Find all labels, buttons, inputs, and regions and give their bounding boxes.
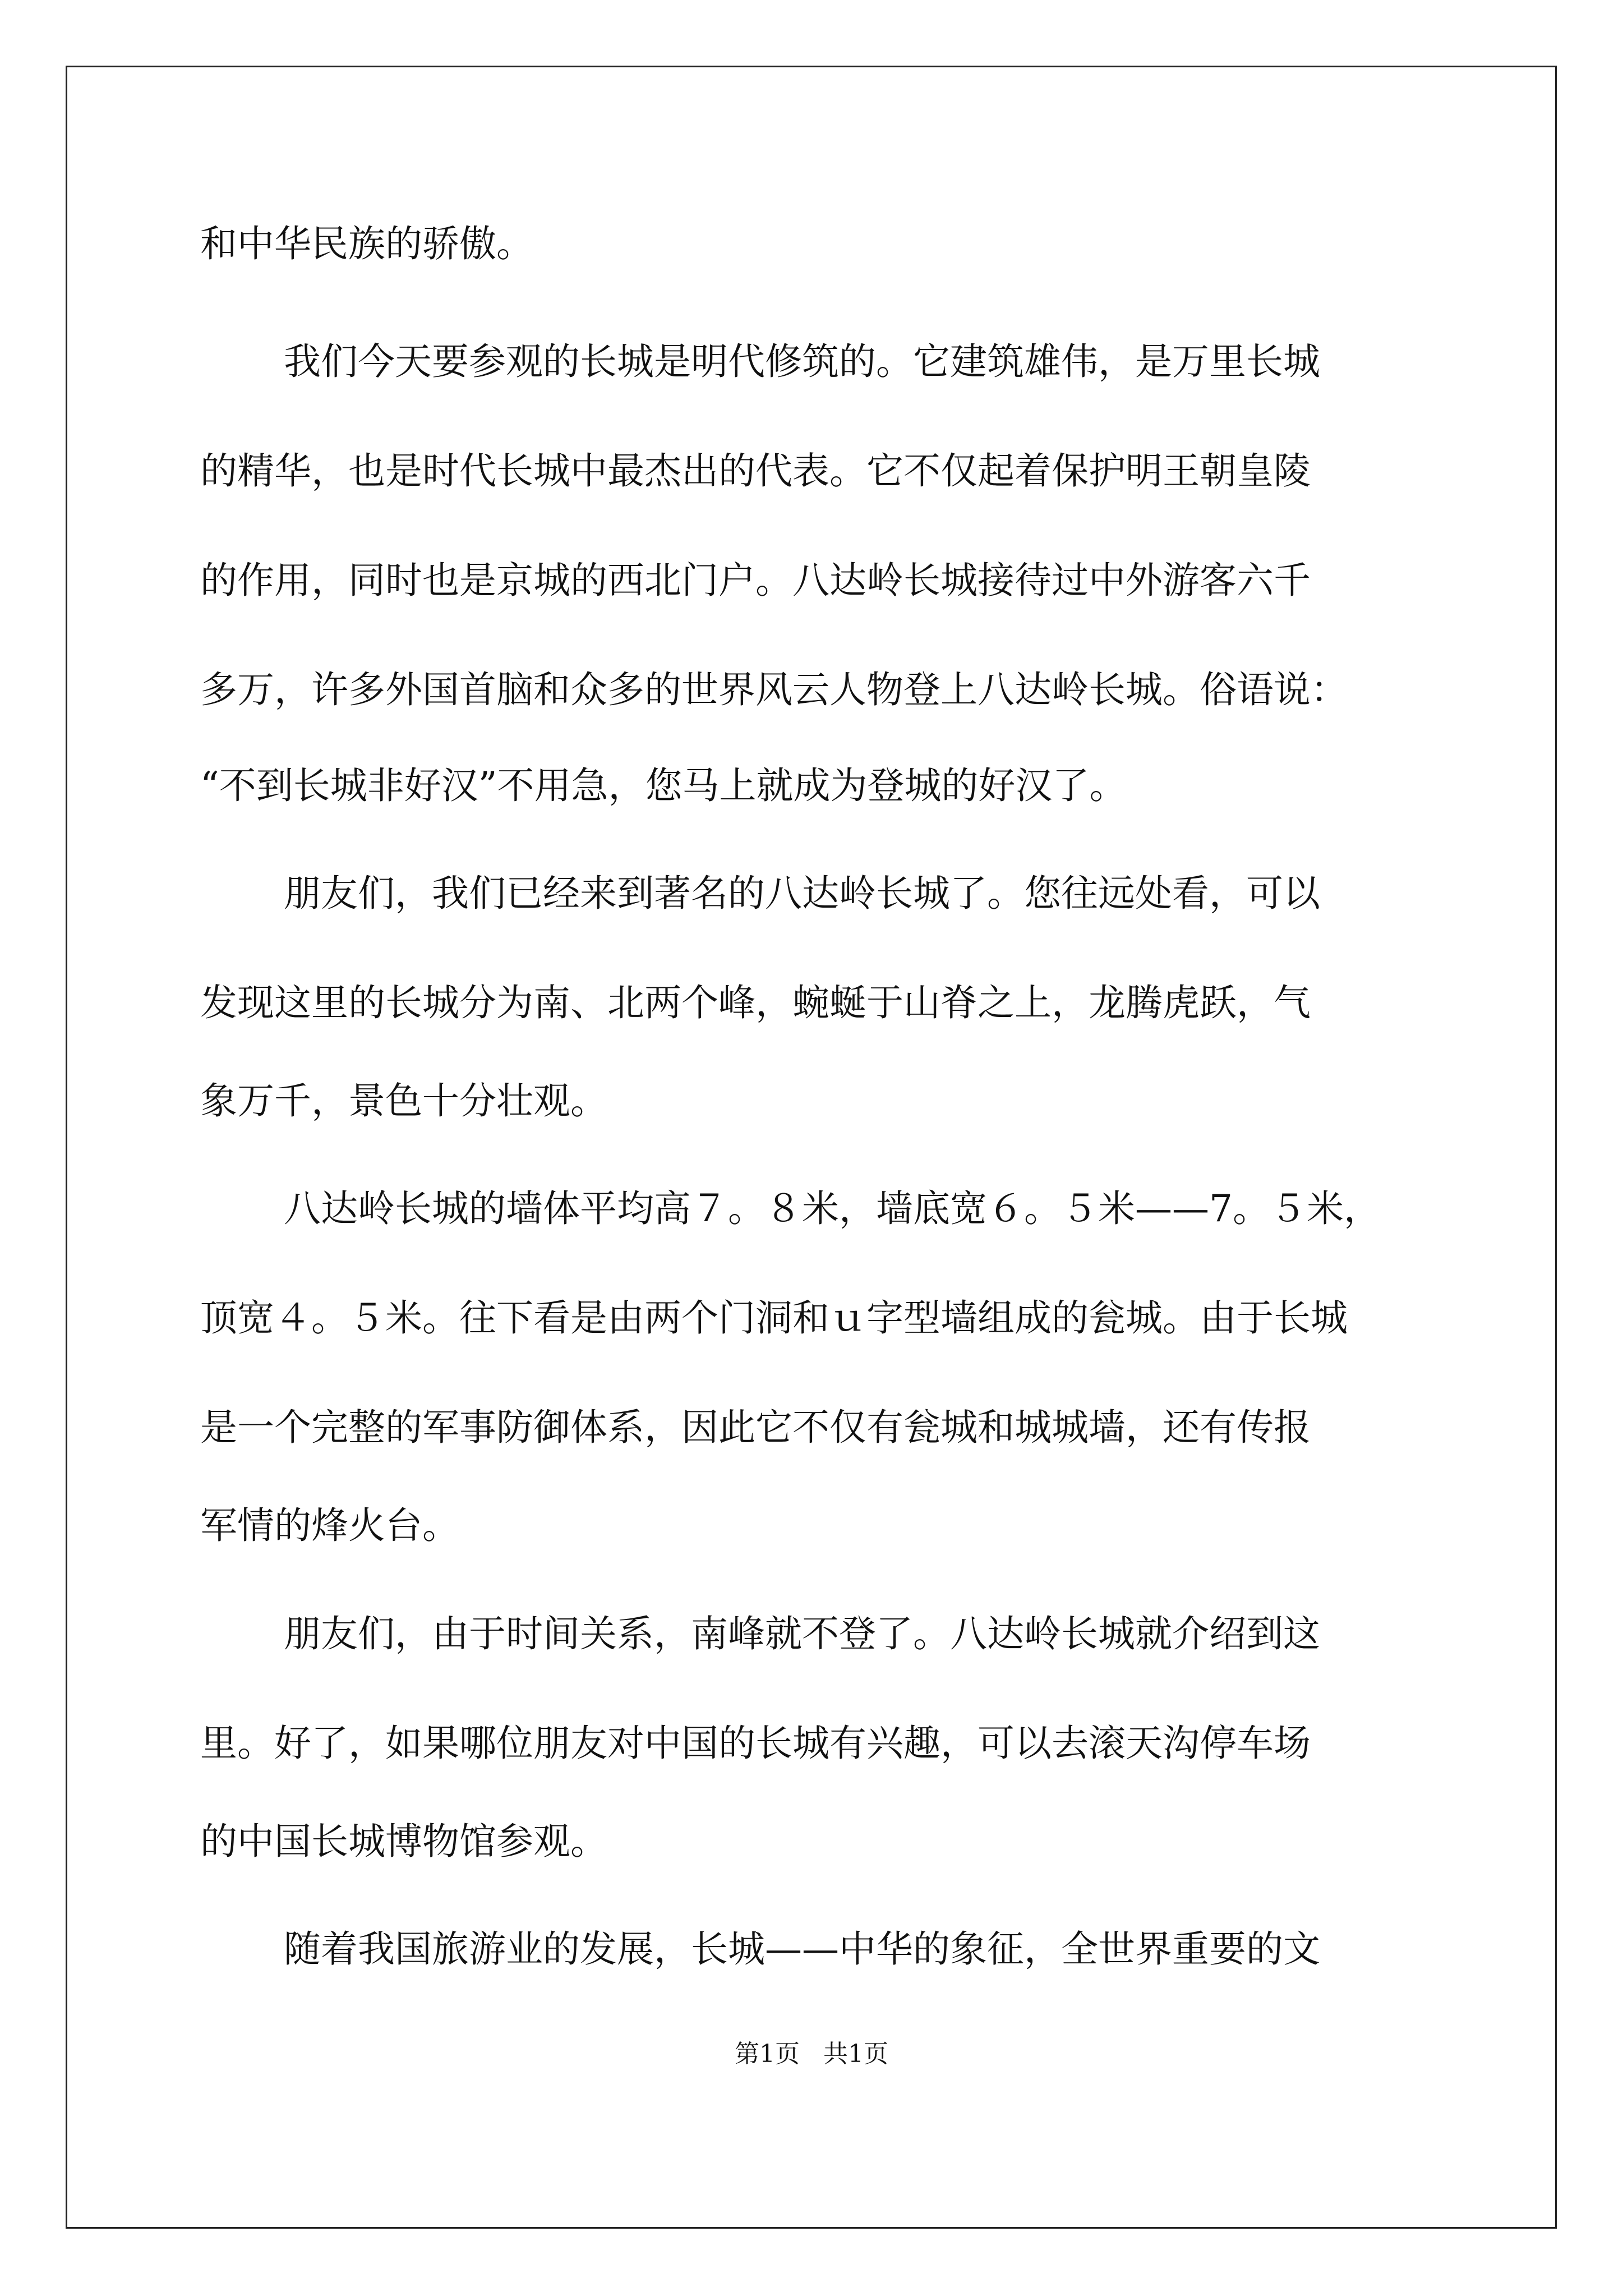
- text-line: 八达岭长城的墙体平均高７。８米，墙底宽６。５米——7。５米，: [284, 1187, 1381, 1230]
- text-line: 的中国长城博物馆参观。: [200, 1820, 607, 1863]
- text-line: 和中华民族的骄傲。: [200, 222, 533, 265]
- text-line: 朋友们，由于时间关系，南峰就不登了。八达岭长城就介绍到这: [284, 1612, 1320, 1655]
- text-line: 多万，许多外国首脑和众多的世界风云人物登上八达岭长城。俗语说：: [200, 668, 1348, 711]
- text-line: 随着我国旅游业的发展，长城——中华的象征，全世界重要的文: [284, 1927, 1320, 1971]
- text-line: 发现这里的长城分为南、北两个峰，蜿蜒于山脊之上，龙腾虎跃，气: [200, 981, 1311, 1024]
- text-line: 我们今天要参观的长城是明代修筑的。它建筑雄伟，是万里长城: [284, 340, 1320, 383]
- text-line: 朋友们，我们已经来到著名的八达岭长城了。您往远处看，可以: [284, 872, 1320, 915]
- text-line: “不到长城非好汉”不用急，您马上就成为登城的好汉了。: [200, 764, 1127, 807]
- text-line: 的作用，同时也是京城的西北门户。八达岭长城接待过中外游客六千: [200, 559, 1311, 602]
- page-number-footer: 第1页 共1页: [735, 2040, 888, 2068]
- page-border: [66, 66, 1557, 2229]
- text-line: 象万千，景色十分壮观。: [200, 1079, 607, 1122]
- text-line: 里。好了，如果哪位朋友对中国的长城有兴趣，可以去滚天沟停车场: [200, 1722, 1311, 1765]
- text-line: 顶宽４。５米。往下看是由两个门洞和ｕ字型墙组成的瓮城。由于长城: [200, 1296, 1348, 1340]
- text-line: 军情的烽火台。: [200, 1504, 459, 1547]
- text-line: 的精华，也是时代长城中最杰出的代表。它不仅起着保护明王朝皇陵: [200, 449, 1311, 493]
- text-line: 是一个完整的军事防御体系，因此它不仅有瓮城和城城墙，还有传报: [200, 1406, 1311, 1449]
